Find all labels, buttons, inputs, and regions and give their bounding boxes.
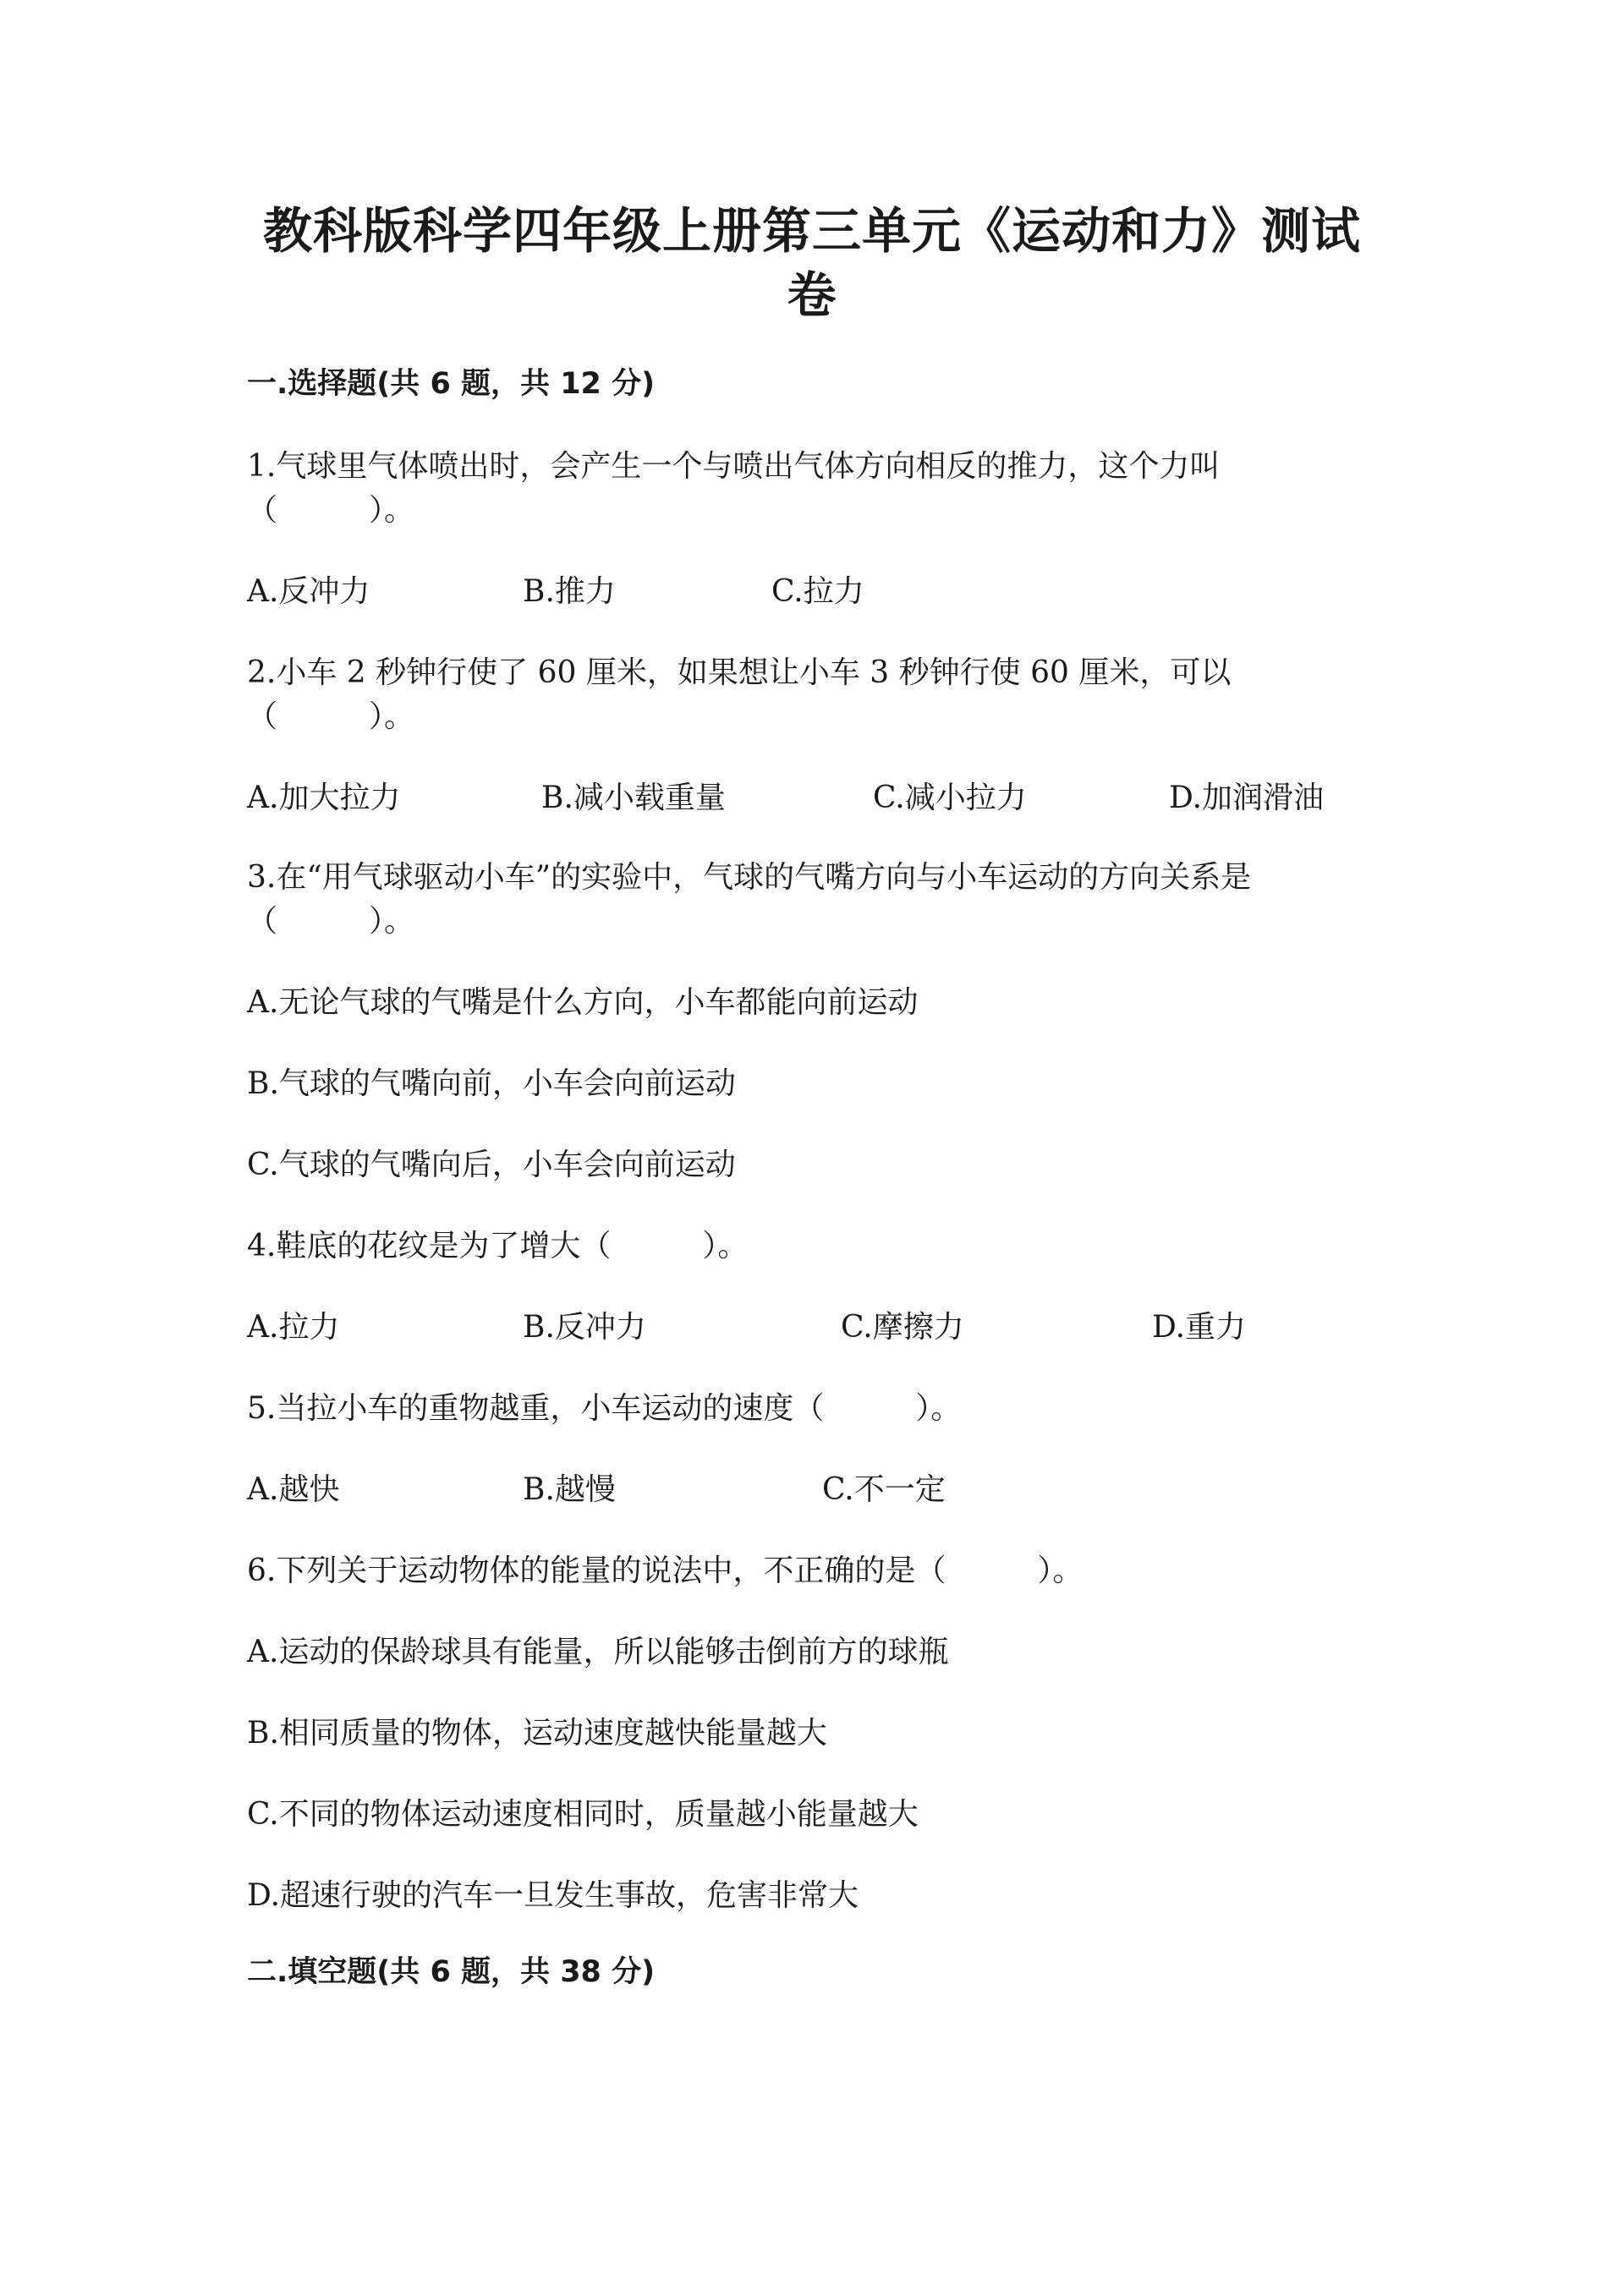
question-4-option-b: B.反冲力 [523, 1310, 646, 1345]
question-3-option-b: B.气球的气嘴向前，小车会向前运动 [247, 1066, 736, 1101]
question-5-text: 5.当拉小车的重物越重，小车运动的速度（ ）。 [247, 1391, 962, 1426]
question-6-option-d: D.超速行驶的汽车一旦发生事故，危害非常大 [247, 1878, 859, 1913]
section-heading-choice: 一.选择题(共 6 题，共 12 分) [247, 367, 656, 401]
question-6-option-c: C.不同的物体运动速度相同时，质量越小能量越大 [247, 1797, 919, 1832]
question-4-option-a: A.拉力 [247, 1310, 340, 1345]
question-3-blank: （ ）。 [247, 904, 415, 939]
question-2-option-b: B.减小载重量 [541, 781, 726, 815]
question-1-blank: （ ）。 [247, 493, 415, 528]
question-2-blank: （ ）。 [247, 699, 415, 734]
question-3-option-c: C.气球的气嘴向后，小车会向前运动 [247, 1148, 736, 1182]
question-4-text: 4.鞋底的花纹是为了增大（ ）。 [247, 1229, 749, 1263]
question-5-option-b: B.越慢 [523, 1472, 616, 1507]
question-5-option-a: A.越快 [247, 1472, 340, 1507]
question-1-option-b: B.推力 [523, 574, 616, 609]
question-2-option-d: D.加润滑油 [1169, 781, 1325, 815]
question-6-option-b: B.相同质量的物体，运动速度越快能量越大 [247, 1716, 827, 1751]
question-1-option-c: C.拉力 [771, 574, 864, 609]
question-6-text: 6.下列关于运动物体的能量的说法中，不正确的是（ ）。 [247, 1553, 1084, 1588]
question-6-option-a: A.运动的保龄球具有能量，所以能够击倒前方的球瓶 [247, 1635, 949, 1669]
page-title: 教科版科学四年级上册第三单元《运动和力》测试 [262, 202, 1361, 260]
question-1-option-a: A.反冲力 [247, 574, 370, 609]
question-2-option-c: C.减小拉力 [873, 781, 1027, 815]
question-1-text: 1.气球里气体喷出时，会产生一个与喷出气体方向相反的推力，这个力叫 [247, 449, 1221, 484]
question-3-option-a: A.无论气球的气嘴是什么方向，小车都能向前运动 [247, 985, 919, 1020]
question-5-option-c: C.不一定 [822, 1472, 946, 1507]
section-heading-fill-blank: 二.填空题(共 6 题，共 38 分) [247, 1955, 656, 1989]
question-3-text: 3.在“用气球驱动小车”的实验中，气球的气嘴方向与小车运动的方向关系是 [247, 860, 1252, 895]
question-4-option-d: D.重力 [1152, 1310, 1247, 1345]
question-2-option-a: A.加大拉力 [247, 781, 401, 815]
question-4-option-c: C.摩擦力 [841, 1310, 964, 1345]
page-title-continued: 卷 [787, 266, 837, 324]
question-2-text: 2.小车 2 秒钟行使了 60 厘米，如果想让小车 3 秒钟行使 60 厘米，可以 [247, 655, 1232, 690]
